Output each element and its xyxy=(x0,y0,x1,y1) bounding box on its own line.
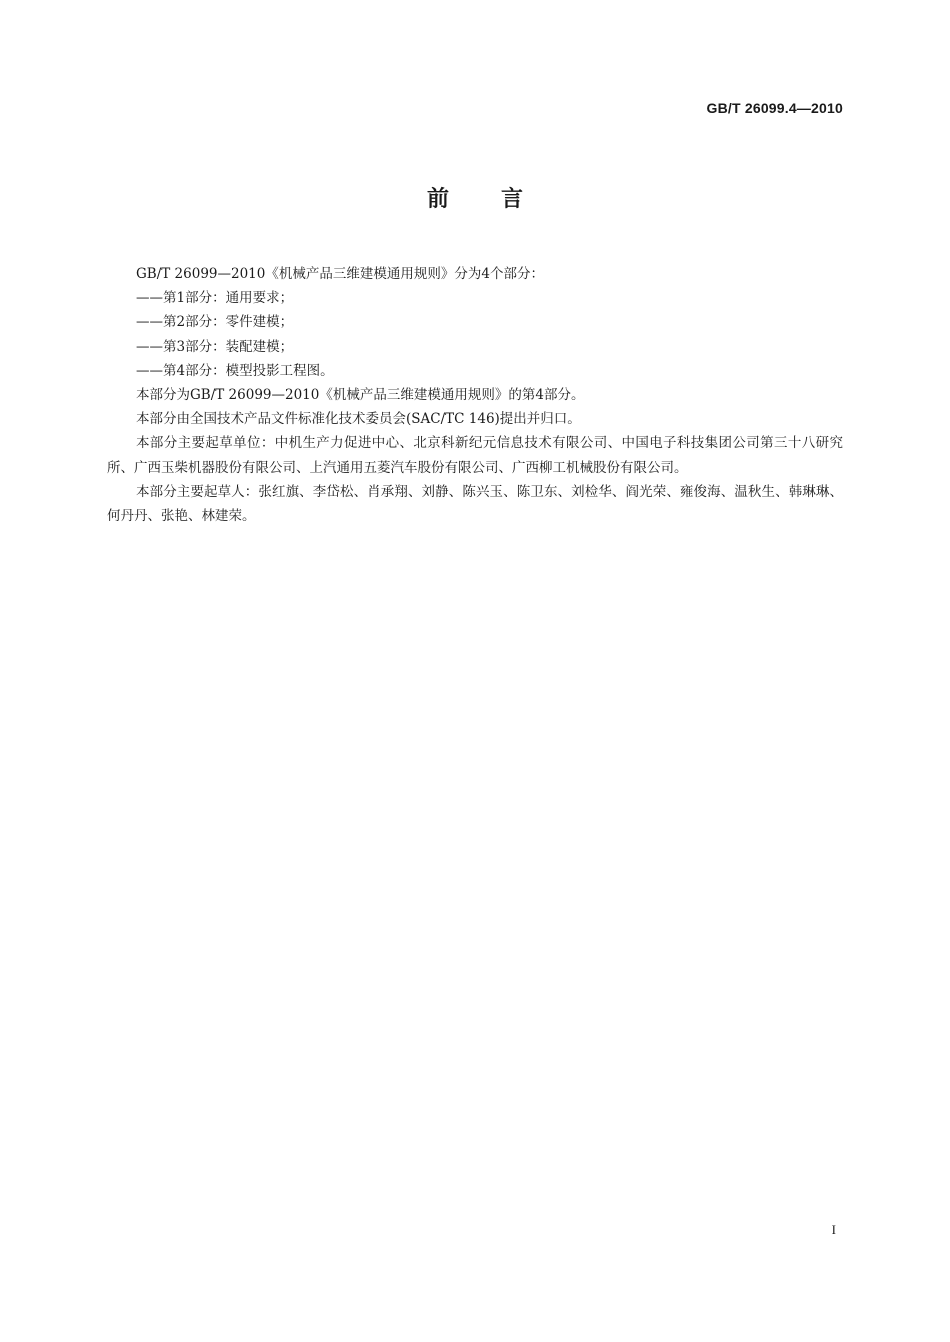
intro-paragraph: GB/T 26099—2010《机械产品三维建模通用规则》分为4个部分： xyxy=(136,266,544,282)
proposed-by-paragraph: 本部分由全国技术产品文件标准化技术委员会(SAC/TC 146)提出并归口。 xyxy=(136,411,581,428)
list-item-part1: ——第1部分：通用要求； xyxy=(136,290,294,307)
list-item-part3: ——第3部分：装配建模； xyxy=(136,338,294,355)
standard-number: GB/T 26099.4—2010 xyxy=(706,100,843,116)
list-item-part4: ——第4部分：模型投影工程图。 xyxy=(136,362,334,379)
foreword-body xyxy=(107,262,843,528)
this-part-paragraph: 本部分为GB/T 26099—2010《机械产品三维建模通用规则》的第4部分。 xyxy=(136,387,585,404)
list-item-part2: ——第2部分：零件建模； xyxy=(136,314,294,331)
drafting-units-paragraph: 本部分主要起草单位：中机生产力促进中心、北京科新纪元信息技术有限公司、中国电子科技集团公司第三十八研究所、广西玉柴机器股份有限公司、上汽通用五菱汽车股份有限公司、广西柳工机械股份有限公司。 xyxy=(107,435,843,476)
drafters-paragraph: 本部分主要起草人：张红旗、李岱松、肖承翔、刘静、陈兴玉、陈卫东、刘检华、阎光荣、雍俊海、温秋生、韩琳琳、何丹丹、张艳、林建荣。 xyxy=(107,483,843,525)
page-title: 前言 xyxy=(426,187,575,212)
page-number: I xyxy=(831,1222,836,1237)
